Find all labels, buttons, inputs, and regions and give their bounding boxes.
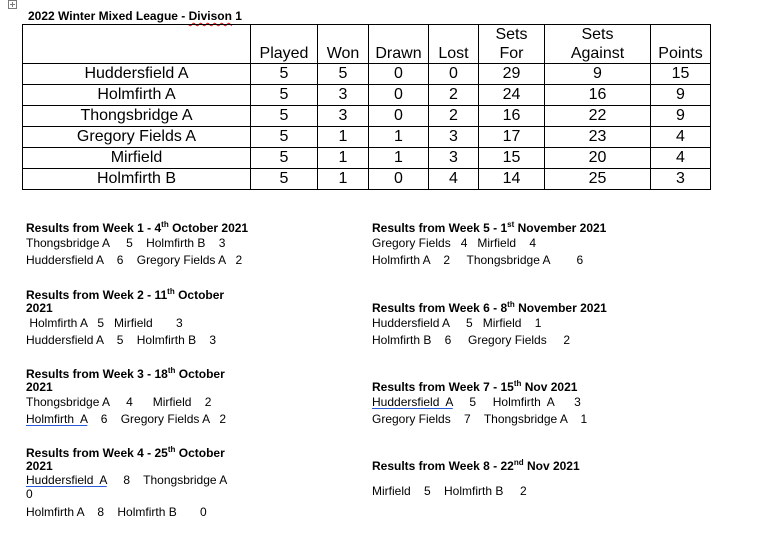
week-1-results	[26, 222, 248, 269]
week-3-result-1: Thongsbridge A 4 Mirfield 2	[26, 395, 212, 409]
cell-played: 5	[251, 106, 318, 127]
week-6-result-1: Huddersfield A 5 Mirfield 1	[372, 316, 542, 330]
week-3-heading: Results from Week 3 - 18th October	[26, 366, 225, 381]
cell-lost: 0	[429, 64, 479, 85]
week-7-heading: Results from Week 7 - 15th Nov 2021	[372, 379, 578, 394]
week-3-result-2: Holmfirth A 6 Gregory Fields A 2	[26, 412, 227, 426]
spelling-error-word: Divison	[188, 9, 232, 23]
cell-team: Gregory Fields A	[23, 127, 251, 148]
week-5-results	[372, 222, 606, 269]
cell-sets-for: 29	[479, 64, 545, 85]
week-2-result-2: Huddersfield A 5 Holmfirth B 3	[26, 333, 217, 347]
week-2-result-1: Holmfirth A 5 Mirfield 3	[26, 316, 183, 330]
week-5-result-1: Gregory Fields 4 Mirfield 4	[372, 236, 537, 250]
cell-sets-against: 9	[545, 64, 651, 85]
week-4-heading: Results from Week 4 - 25th October	[26, 445, 225, 460]
table-row	[23, 64, 711, 85]
cell-sets-for: 15	[479, 148, 545, 169]
week-5-result-2: Holmfirth A 2 Thongsbridge A 6	[372, 253, 584, 267]
header-sets-for: Sets For	[479, 25, 545, 64]
cell-sets-for: 17	[479, 127, 545, 148]
cell-team: Thongsbridge A	[23, 106, 251, 127]
cell-won: 1	[318, 127, 369, 148]
cell-played: 5	[251, 85, 318, 106]
week-4-heading-year: 2021	[26, 459, 53, 473]
week-2-heading-year: 2021	[26, 301, 53, 315]
week-7-results	[372, 381, 587, 428]
header-sets-against: Sets Against	[545, 25, 651, 64]
week-8-result-1: Mirfield 5 Holmfirth B 2	[372, 484, 527, 498]
cell-points: 9	[651, 106, 711, 127]
cell-sets-against: 22	[545, 106, 651, 127]
week-7-result-2: Gregory Fields 7 Thongsbridge A 1	[372, 412, 588, 426]
header-played: Played	[251, 25, 318, 64]
cell-sets-against: 25	[545, 169, 651, 190]
cell-sets-for: 24	[479, 85, 545, 106]
cell-won: 5	[318, 64, 369, 85]
table-header-row	[23, 25, 711, 64]
week-8-heading: Results from Week 8 - 22nd Nov 2021	[372, 458, 580, 473]
cell-team: Mirfield	[23, 148, 251, 169]
cell-team: Holmfirth B	[23, 169, 251, 190]
table-row	[23, 106, 711, 127]
cell-lost: 2	[429, 85, 479, 106]
cell-played: 5	[251, 169, 318, 190]
week-1-result-2: Huddersfield A 6 Gregory Fields A 2	[26, 253, 243, 267]
cell-won: 3	[318, 85, 369, 106]
cell-points: 3	[651, 169, 711, 190]
table-row	[23, 148, 711, 169]
cell-points: 4	[651, 148, 711, 169]
league-table	[22, 24, 711, 190]
week-3-heading-year: 2021	[26, 380, 53, 394]
cell-sets-for: 14	[479, 169, 545, 190]
cell-played: 5	[251, 127, 318, 148]
table-row	[23, 127, 711, 148]
week-6-heading: Results from Week 6 - 8th November 2021	[372, 300, 607, 315]
cell-played: 5	[251, 64, 318, 85]
cell-won: 3	[318, 106, 369, 127]
cell-lost: 4	[429, 169, 479, 190]
cell-drawn: 0	[369, 169, 429, 190]
header-drawn: Drawn	[369, 25, 429, 64]
cell-lost: 3	[429, 127, 479, 148]
week-1-heading: Results from Week 1 - 4th October 2021	[26, 220, 249, 235]
cell-sets-for: 16	[479, 106, 545, 127]
week-6-results	[372, 302, 607, 349]
table-row	[23, 85, 711, 106]
cell-points: 9	[651, 85, 711, 106]
cell-drawn: 1	[369, 127, 429, 148]
cell-points: 15	[651, 64, 711, 85]
cell-played: 5	[251, 148, 318, 169]
week-2-heading: Results from Week 2 - 11th October	[26, 287, 225, 302]
table-row	[23, 169, 711, 190]
week-4-result-1-wrap: 0	[26, 487, 33, 501]
week-3-results	[26, 368, 226, 428]
cell-sets-against: 23	[545, 127, 651, 148]
cell-won: 1	[318, 169, 369, 190]
week-5-heading: Results from Week 5 - 1st November 2021	[372, 220, 607, 235]
cell-team: Huddersfield A	[23, 64, 251, 85]
week-4-results	[26, 447, 227, 521]
document-title: 2022 Winter Mixed League - Divison 1	[28, 9, 242, 23]
week-6-result-2: Holmfirth B 6 Gregory Fields 2	[372, 333, 571, 347]
cell-drawn: 0	[369, 64, 429, 85]
table-move-handle-icon[interactable]	[8, 0, 17, 9]
cell-sets-against: 20	[545, 148, 651, 169]
cell-drawn: 0	[369, 106, 429, 127]
cell-drawn: 0	[369, 85, 429, 106]
week-4-result-2: Holmfirth A 8 Holmfirth B 0	[26, 505, 207, 519]
cell-team: Holmfirth A	[23, 85, 251, 106]
cell-drawn: 1	[369, 148, 429, 169]
cell-sets-against: 16	[545, 85, 651, 106]
cell-lost: 3	[429, 148, 479, 169]
header-points: Points	[651, 25, 711, 64]
header-lost: Lost	[429, 25, 479, 64]
week-2-results	[26, 289, 224, 349]
cell-won: 1	[318, 148, 369, 169]
header-won: Won	[318, 25, 369, 64]
cell-lost: 2	[429, 106, 479, 127]
cell-points: 4	[651, 127, 711, 148]
week-7-result-1: Huddersfield A 5 Holmfirth A 3	[372, 395, 581, 409]
week-8-results	[372, 460, 580, 500]
header-team	[23, 25, 251, 64]
week-1-result-1: Thongsbridge A 5 Holmfirth B 3	[26, 236, 226, 250]
week-4-result-1: Huddersfield A 8 Thongsbridge A	[26, 473, 228, 487]
